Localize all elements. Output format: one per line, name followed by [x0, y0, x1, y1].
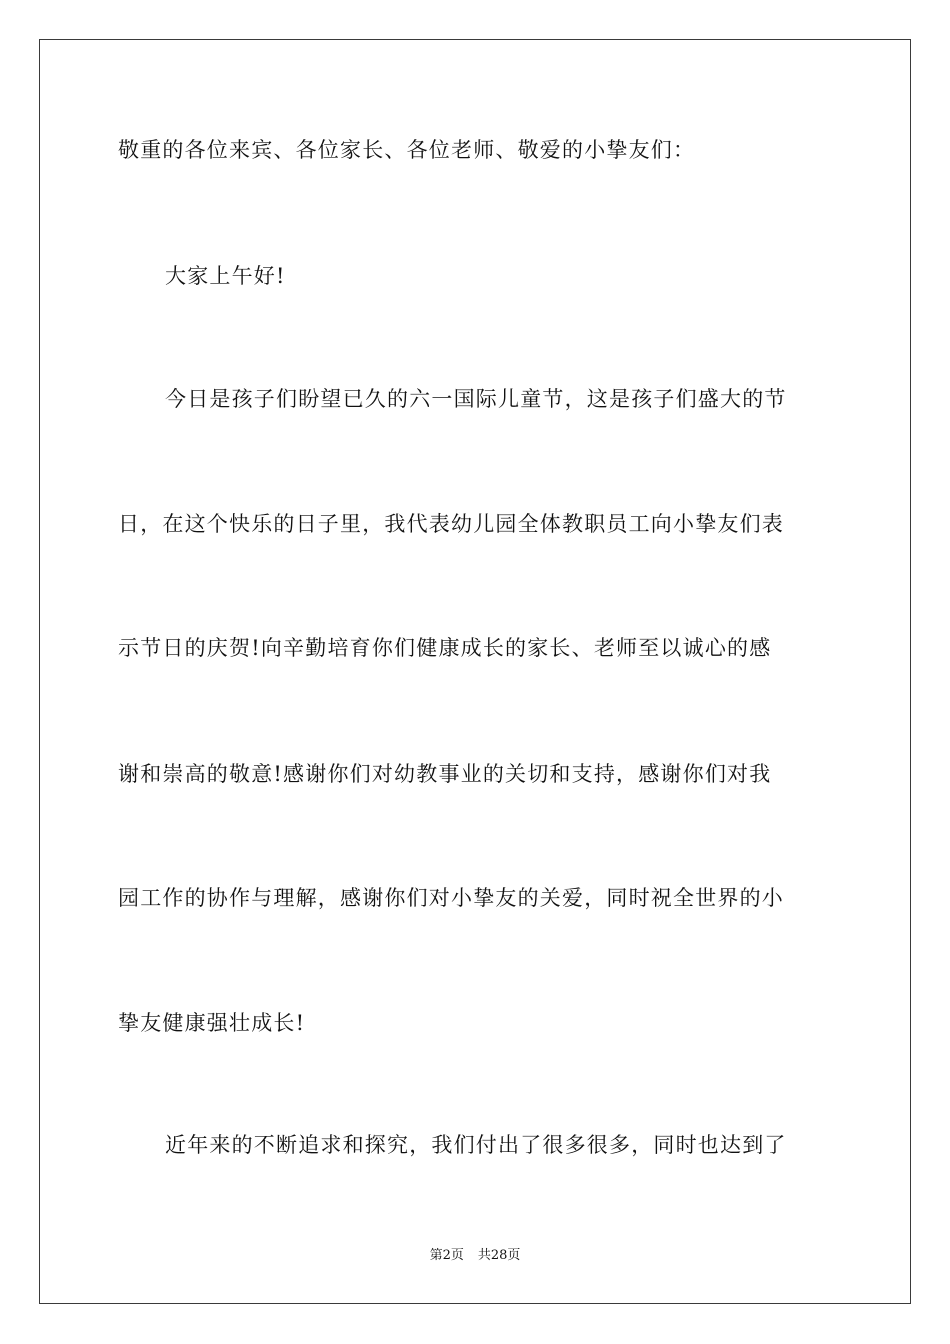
salutation-line: 敬重的各位来宾、各位家长、各位老师、敬爱的小挚友们： — [118, 138, 696, 162]
page-border — [39, 39, 911, 1304]
paragraph-line: 谢和崇高的敬意!感谢你们对幼教事业的关切和支持，感谢你们对我 — [118, 762, 772, 786]
paragraph-line: 示节日的庆贺!向辛勤培育你们健康成长的家长、老师至以诚心的感 — [118, 636, 772, 660]
paragraph-line: 近年来的不断追求和探究，我们付出了很多很多，同时也达到了 — [165, 1133, 787, 1157]
page-total: 共28页 — [477, 1248, 521, 1263]
greeting-line: 大家上午好! — [165, 264, 286, 288]
paragraph-line: 日，在这个快乐的日子里，我代表幼儿园全体教职员工向小挚友们表 — [118, 512, 784, 536]
page-footer — [0, 1247, 950, 1265]
paragraph-line: 园工作的协作与理解，感谢你们对小挚友的关爱，同时祝全世界的小 — [118, 886, 784, 910]
paragraph-line: 挚友健康强壮成长! — [118, 1011, 306, 1035]
paragraph-line: 今日是孩子们盼望已久的六一国际儿童节，这是孩子们盛大的节 — [165, 387, 787, 411]
page-number: 第2页 — [429, 1248, 464, 1263]
